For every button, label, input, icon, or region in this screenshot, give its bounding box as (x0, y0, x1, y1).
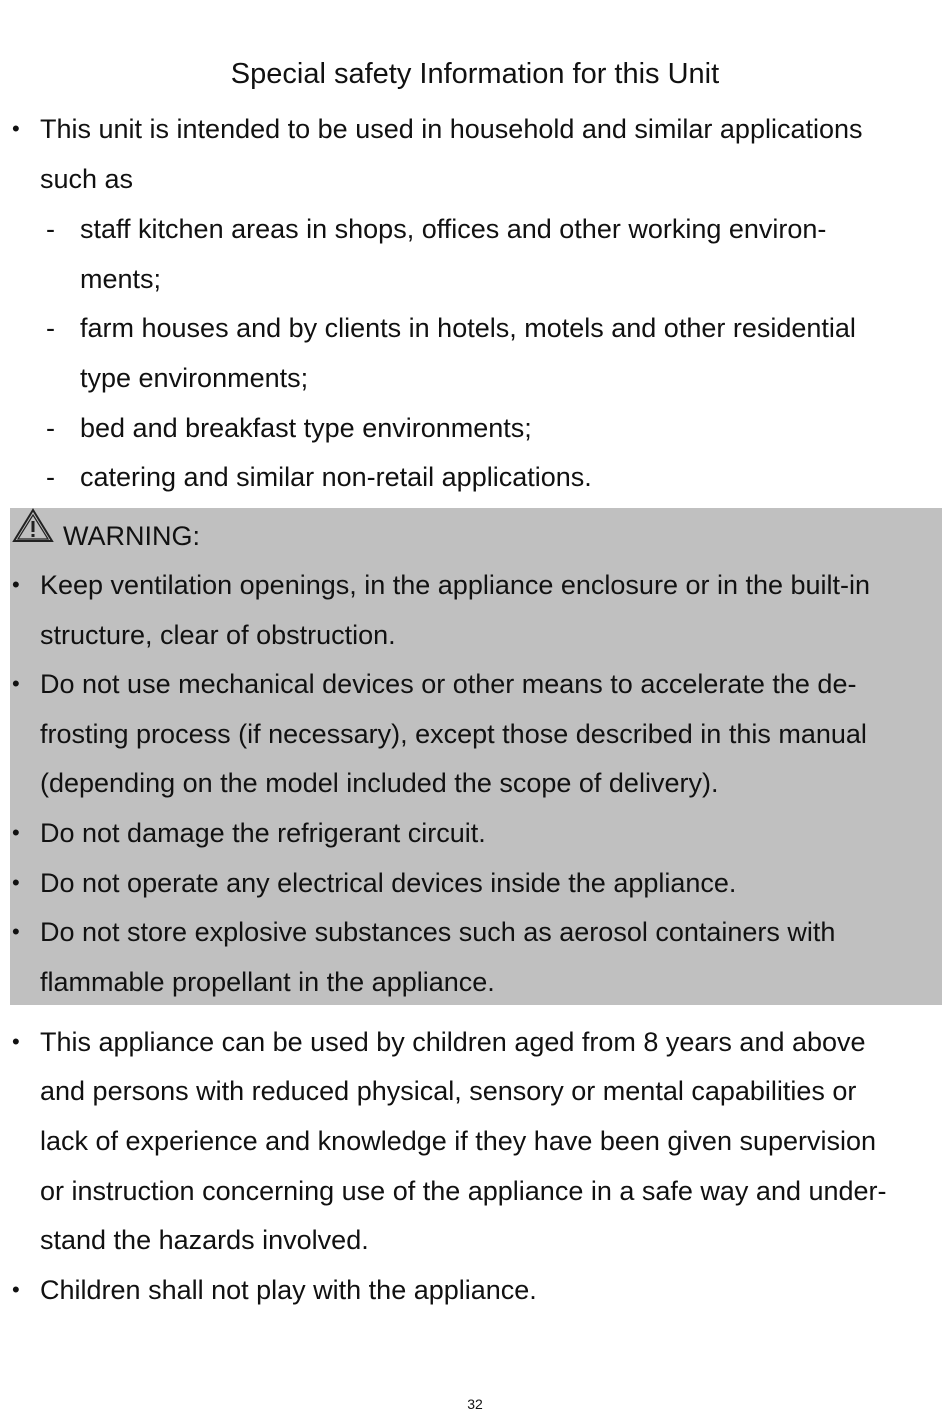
sub-item-3-line-1: bed and breakfast type environments; (80, 413, 532, 443)
warning-triangle-icon (12, 508, 54, 544)
warning-item-5-line-2: flammable propellant in the appliance. (40, 967, 495, 997)
text-segment: aged from 8 years and above (506, 1027, 866, 1057)
page-number: 32 (467, 1396, 483, 1412)
bullet-dot: • (12, 820, 20, 845)
bullet-dot: • (12, 919, 20, 944)
page-title: Special safety Information for this Unit (230, 58, 720, 90)
bullet-dot: • (12, 870, 20, 895)
sub-item-4-line-1: catering and similar non-retail applications. (80, 462, 592, 492)
warning-item-2-line-2: frosting process (if necessary), except those described in this manual (40, 719, 867, 749)
children-term: Children (40, 1275, 141, 1305)
sub-item-2-line-1: farm houses and by clients in hotels, motels and other residential (80, 313, 856, 343)
intro-line-1: This unit is intended to be used in household and similar applications (40, 114, 863, 144)
children-item-1-line-1 (40, 1025, 866, 1059)
dash-marker: - (46, 313, 55, 343)
children-item-1-line-5: stand the hazards involved. (40, 1225, 369, 1255)
bullet-dot: • (12, 1277, 20, 1302)
bullet-dot: • (12, 671, 20, 696)
sub-item-2-line-2: type environments; (80, 363, 309, 393)
children-term: children (412, 1027, 507, 1057)
text-segment: This appliance can be used by (40, 1027, 413, 1057)
children-item-1-line-3: lack of experience and knowledge if they have been given supervision (40, 1126, 877, 1156)
children-item-2-line-1 (40, 1273, 537, 1307)
warning-item-1-line-2: structure, clear of obstruction. (40, 620, 396, 650)
warning-item-2-line-3: (depending on the model included the scope of delivery). (40, 768, 719, 798)
warning-item-4-line-1: Do not operate any electrical devices inside the appliance. (40, 868, 737, 898)
warning-label: WARNING: (63, 521, 200, 551)
warning-item-5-line-1: Do not store explosive substances such as aerosol containers with (40, 917, 836, 947)
children-item-1-line-4 (40, 1174, 887, 1208)
dash-marker: - (46, 462, 55, 492)
use-of-appliance-term: use of the appliance (341, 1176, 584, 1206)
bullet-dot: • (12, 116, 20, 141)
warning-item-1-line-1: Keep ventilation openings, in the appliance enclosure or in the built-in (40, 570, 871, 600)
children-item-1-line-2: and persons with reduced physical, sensory or mental capabilities or (40, 1076, 857, 1106)
text-segment: or instruction concerning (40, 1176, 342, 1206)
text-segment: shall not play with the appliance. (140, 1275, 537, 1305)
bullet-dot: • (12, 572, 20, 597)
text-segment: in a safe way and under- (583, 1176, 887, 1206)
sub-item-1-line-1: staff kitchen areas in shops, offices and other working environ- (80, 214, 827, 244)
bullet-dot: • (12, 1029, 20, 1054)
warning-item-3-line-1: Do not damage the refrigerant circuit. (40, 818, 486, 848)
dash-marker: - (46, 214, 55, 244)
warning-item-2-line-1: Do not use mechanical devices or other means to accelerate the de- (40, 669, 857, 699)
dash-marker: - (46, 413, 55, 443)
intro-line-2: such as (40, 164, 134, 194)
sub-item-1-line-2: ments; (80, 264, 162, 294)
